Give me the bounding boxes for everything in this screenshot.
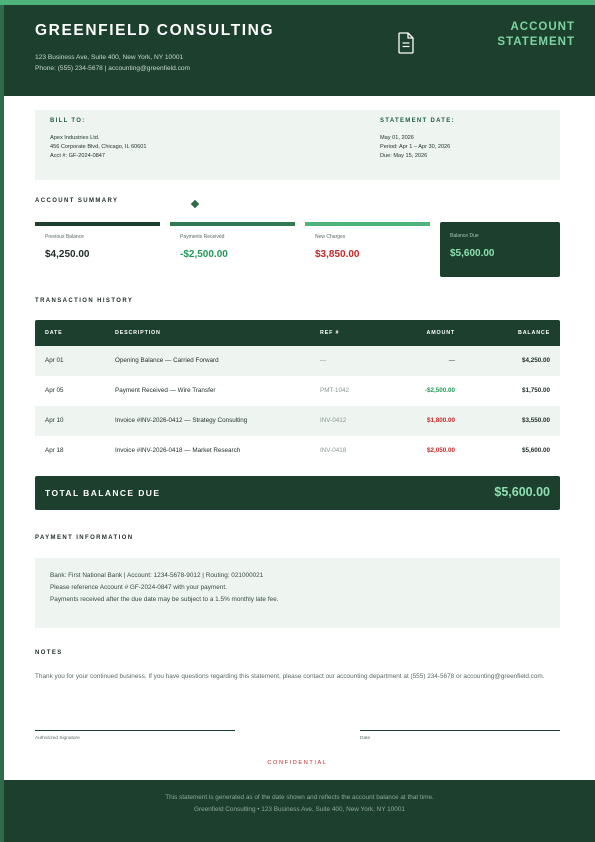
column-header-amount: AMOUNT xyxy=(426,330,455,336)
column-header-date: DATE xyxy=(45,330,63,336)
left-accent-bar xyxy=(0,0,4,842)
row-ref: — xyxy=(320,357,327,364)
summary-card-value: $4,250.00 xyxy=(45,249,90,260)
notes-text: Thank you for your continued business. If you have questions regarding this statement, please contact our accounting department at (555) 234-5678 or accounting@greenfield.com. xyxy=(35,673,545,680)
statement-date-details xyxy=(380,134,450,161)
total-balance-label: TOTAL BALANCE DUE xyxy=(45,488,161,498)
transaction-table xyxy=(35,320,560,466)
row-amount: $2,050.00 xyxy=(426,447,455,454)
statement-period: Period: Apr 1 – Apr 30, 2026 xyxy=(380,144,451,150)
row-amount: $1,800.00 xyxy=(426,417,455,424)
summary-card-value: $5,600.00 xyxy=(450,248,495,259)
total-balance-due-bar xyxy=(35,476,560,510)
summary-card-value: -$2,500.00 xyxy=(180,249,228,260)
row-description: Invoice #INV-2026-0418 — Market Research xyxy=(115,447,241,454)
row-date: Apr 10 xyxy=(45,417,64,424)
summary-card-balance-due xyxy=(440,222,560,277)
summary-card-previous-balance xyxy=(35,222,160,277)
top-accent-stripe xyxy=(0,0,595,5)
statement-date-label: STATEMENT DATE: xyxy=(380,118,455,124)
row-balance: $4,250.00 xyxy=(521,357,550,364)
summary-card-label: Previous Balance xyxy=(45,234,84,240)
date-caption: Date xyxy=(360,736,371,741)
signature-caption: Authorized Signature xyxy=(35,736,80,741)
row-ref: INV-0418 xyxy=(320,447,347,454)
table-row xyxy=(35,406,560,436)
row-balance: $1,750.00 xyxy=(521,387,550,394)
payment-details xyxy=(50,570,278,606)
date-line xyxy=(360,730,560,731)
summary-card-label: Payments Received xyxy=(180,234,225,240)
total-balance-value: $5,600.00 xyxy=(494,485,550,499)
row-amount: -$2,500.00 xyxy=(424,387,455,394)
footer-company-info: Greenfield Consulting • 123 Business Ave, Suite 400, New York, NY 10001 xyxy=(194,806,405,813)
row-date: Apr 05 xyxy=(45,387,64,394)
company-address: 123 Business Ave, Suite 400, New York, NY 10001 xyxy=(35,54,184,61)
table-row xyxy=(35,346,560,376)
table-row xyxy=(35,436,560,466)
diamond-marker-icon xyxy=(191,200,199,208)
row-balance: $5,600.00 xyxy=(521,447,550,454)
payment-information-heading: PAYMENT INFORMATION xyxy=(35,535,134,541)
summary-card-label: Balance Due xyxy=(450,233,479,239)
statement-footer xyxy=(4,780,595,842)
column-header-description: DESCRIPTION xyxy=(115,330,161,336)
row-amount: — xyxy=(448,357,455,364)
company-contact: Phone: (555) 234-5678 | accounting@greenfield.com xyxy=(35,65,191,72)
row-description: Opening Balance — Carried Forward xyxy=(115,357,219,364)
document-title-line-1: ACCOUNT xyxy=(510,21,575,33)
bill-to-details xyxy=(50,134,147,161)
payment-information-box xyxy=(35,558,560,628)
row-date: Apr 18 xyxy=(45,447,64,454)
row-ref: PMT-1042 xyxy=(320,387,350,394)
document-title-line-2: STATEMENT xyxy=(497,36,575,48)
client-account-number: Acct #: GF-2024-0847 xyxy=(50,153,106,159)
billing-info-box xyxy=(35,110,560,180)
signature-line xyxy=(35,730,235,731)
statement-header xyxy=(4,5,595,96)
summary-card-payments-received xyxy=(170,222,295,277)
transaction-history-heading: TRANSACTION HISTORY xyxy=(35,298,134,304)
bill-to-label: BILL TO: xyxy=(50,118,86,124)
column-header-balance: BALANCE xyxy=(518,330,550,336)
late-fee-note: Payments received after the due date may be subject to a 1.5% monthly late fee. xyxy=(50,596,279,603)
document-title xyxy=(497,20,575,50)
notes-heading: NOTES xyxy=(35,650,63,656)
row-date: Apr 01 xyxy=(45,357,64,364)
account-summary-heading: ACCOUNT SUMMARY xyxy=(35,198,119,204)
row-balance: $3,550.00 xyxy=(521,417,550,424)
bank-details: Bank: First National Bank | Account: 1234-5678-9012 | Routing: 021000021 xyxy=(50,572,264,579)
client-address: 456 Corporate Blvd, Chicago, IL 60601 xyxy=(50,144,147,150)
statement-date: May 01, 2026 xyxy=(380,135,414,141)
statement-due-date: Due: May 15, 2026 xyxy=(380,153,428,159)
footer-disclaimer: This statement is generated as of the date shown and reflects the account balance at that time. xyxy=(165,794,434,801)
table-header-row xyxy=(35,320,560,346)
row-ref: INV-0412 xyxy=(320,417,347,424)
row-description: Payment Received — Wire Transfer xyxy=(115,387,216,394)
summary-card-label: New Charges xyxy=(315,234,346,240)
client-name: Apex Industries Ltd. xyxy=(50,135,100,141)
summary-card-new-charges xyxy=(305,222,430,277)
row-description: Invoice #INV-2026-0412 — Strategy Consulting xyxy=(115,417,248,424)
document-icon xyxy=(397,32,415,54)
table-row xyxy=(35,376,560,406)
summary-card-value: $3,850.00 xyxy=(315,249,360,260)
column-header-ref: REF # xyxy=(320,330,340,336)
payment-reference-note: Please reference Account # GF-2024-0847 with your payment. xyxy=(50,584,227,591)
company-name: GREENFIELD CONSULTING xyxy=(35,22,275,39)
confidential-label: CONFIDENTIAL xyxy=(267,760,328,766)
